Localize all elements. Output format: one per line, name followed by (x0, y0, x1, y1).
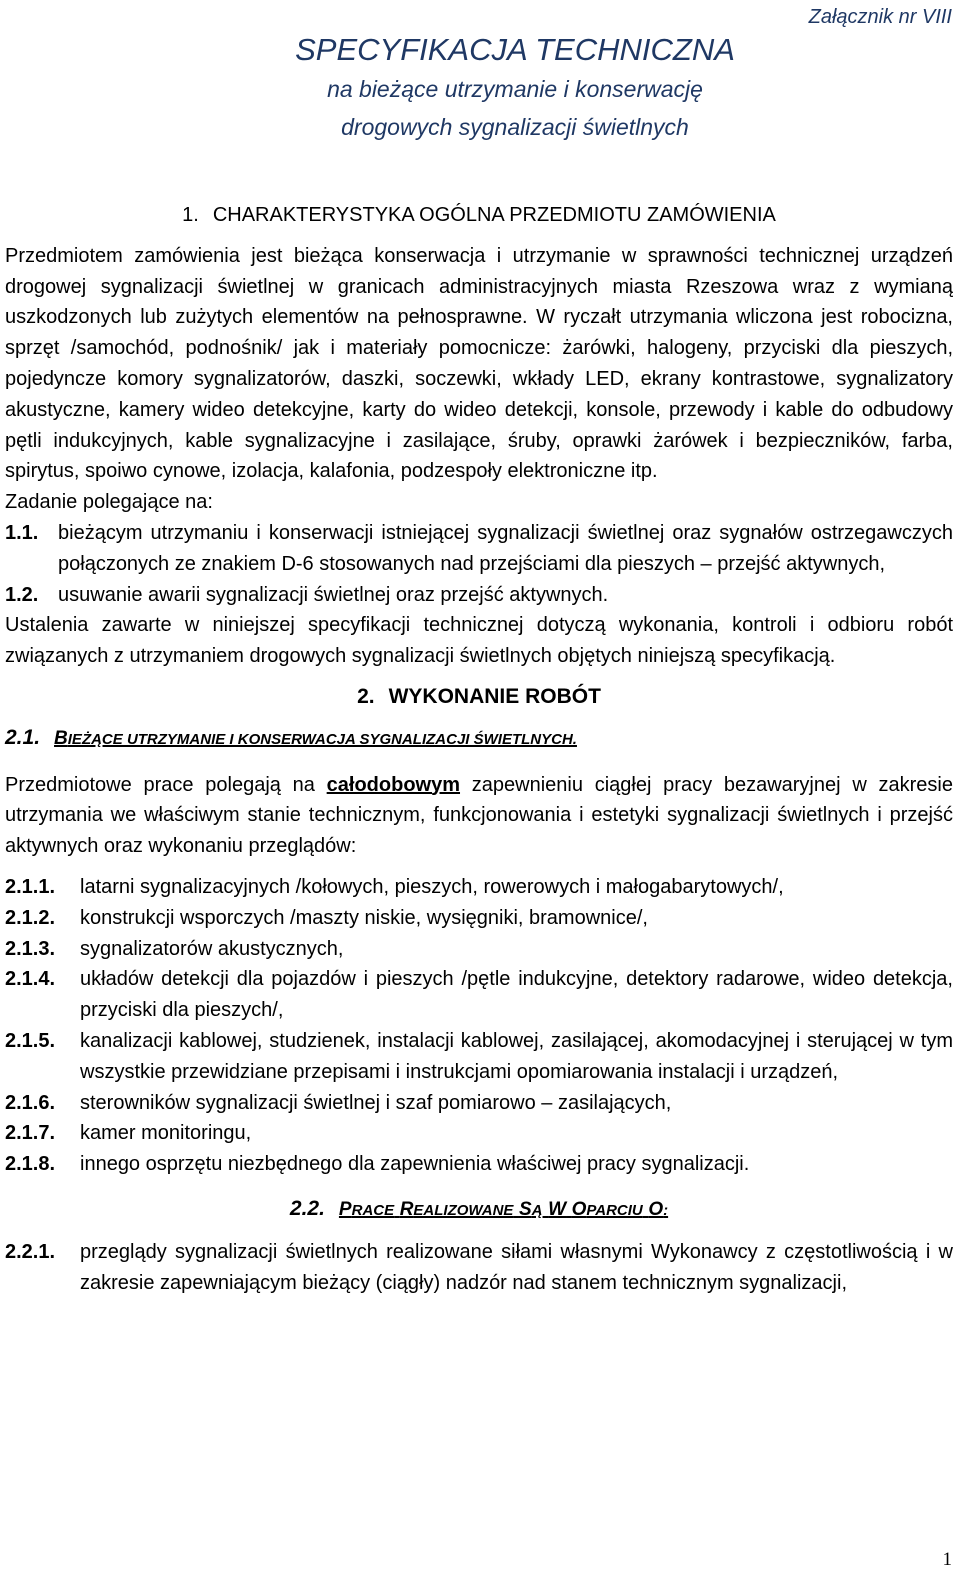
subsection-2-1-heading (5, 723, 953, 756)
subsection-2-1-intro: Przedmiotowe prace polegają na całodobowym zapewnieniu ciągłej pracy bezawaryjnej w zakresie utrzymania we właściwym stanie technicznym, funkcjonowania i estetyki sygnalizacji świetlnych i przejść aktywnych oraz wykonaniu przeglądów: (5, 773, 953, 858)
task-number: 1.2. (5, 583, 39, 606)
document-content (5, 200, 953, 1298)
list-item-text: kamer monitoringu, (80, 1122, 252, 1145)
section-1-paragraph-1: Przedmiotem zamówienia jest bieżąca konserwacja i utrzymanie w sprawności technicznej urządzeń drogowej sygnalizacji świetlnej w granicach administracyjnych miasta Rzeszowa wraz z wymianą uszkodzonych lub zużytych elementów na pełnosprawne. W ryczałt utrzymania wliczona jest robocizna, sprzęt /samochód, podnośnik/ jak i materiały pomocnicze: żarówki, halogeny, przyciski dla pieszych, pojedyncze komory sygnalizatorów, daszki, soczewki, wkłady LED, ekrany kontrastowe, sygnalizatory akustyczne, kamery wideo detekcyjne, karty do wideo detekcji, konsole, przewody i kable do odbudowy pętli indukcyjnych, kable sygnalizacyjne i zasilające, śruby, oprawki żarówek i bezpieczników, farba, spirytus, spoiwo cynowe, izolacja, kalafonia, podzespoły elektroniczne itp. (5, 244, 953, 483)
list-item-number: 2.2.1. (5, 1240, 56, 1263)
list-item-text: kanalizacji kablowej, studzienek, instalacji kablowej, zasilającej, akomodacyjnej i sterującej w tym wszystkie przewidziane przepisami i instrukcjami opomiarowania instalacji i urządzeń, (80, 1029, 953, 1083)
section-2-title: WYKONANIE ROBÓT (388, 684, 601, 708)
title-block (280, 30, 750, 146)
list-item (5, 934, 953, 965)
section-2-heading (5, 682, 953, 713)
list-item-number: 2.1.5. (5, 1029, 56, 1052)
section-1-heading (5, 200, 953, 231)
section-1-paragraph-2: Ustalenia zawarte w niniejszej specyfikacji technicznej dotyczą wykonania, kontroli i odbioru robót związanych z utrzymaniem drogowych sygnalizacji świetlnych objętych niniejszą specyfikacją. (5, 614, 953, 668)
list-item-text: innego osprzętu niezbędnego dla zapewnienia właściwej pracy sygnalizacji. (80, 1153, 750, 1176)
emphasis-text: całodobowym (326, 773, 461, 796)
list-item (5, 903, 953, 934)
list-item-text: sygnalizatorów akustycznych, (80, 937, 344, 960)
annex-label: Załącznik nr VIII (808, 6, 952, 28)
list-item-text: przeglądy sygnalizacji świetlnych realizowane siłami własnymi Wykonawcy z częstotliwością i w zakresie zapewniającym bieżący (ciągły) nadzór nad stanem technicznym sygnalizacji, (80, 1240, 953, 1294)
subsection-2-2-number: 2.2. (289, 1196, 325, 1220)
list-item-number: 2.1.2. (5, 906, 56, 929)
list-item-number: 2.1.7. (5, 1122, 56, 1145)
list-item-text: konstrukcji wsporczych /maszty niskie, wysięgniki, bramownice/, (80, 906, 648, 929)
list-item (5, 964, 953, 1026)
list-item (5, 1118, 953, 1149)
list-item (5, 872, 953, 903)
subsection-2-1-number: 2.1. (5, 725, 41, 749)
document-subtitle-line2: drogowych sygnalizacji świetlnych (341, 114, 689, 140)
list-item (5, 1088, 953, 1119)
list-item-text: układów detekcji dla pojazdów i pieszych /pętle indukcyjne, detektory radarowe, wideo detekcja, przyciski dla pieszych/, (80, 968, 953, 1022)
subsection-2-1-title: BIEŻĄCE UTRZYMANIE I KONSERWACJA SYGNALIZACJI ŚWIETLNYCH. (54, 727, 577, 749)
task-item (5, 518, 953, 580)
subsection-2-2-title: PRACE REALIZOWANE SĄ W OPARCIU O: (338, 1198, 669, 1220)
list-item-text: latarni sygnalizacyjnych /kołowych, pieszych, rowerowych i małogabarytowych/, (80, 875, 784, 898)
section-2-number: 2. (357, 684, 375, 708)
section-1-number: 1. (182, 204, 199, 226)
list-item-number: 2.1.6. (5, 1091, 56, 1114)
list-item-text: sterowników sygnalizacji świetlnej i szaf pomiarowo – zasilających, (80, 1091, 672, 1114)
task-number: 1.1. (5, 521, 39, 544)
list-item (5, 1026, 953, 1088)
list-item-number: 2.1.1. (5, 875, 56, 898)
tasks-intro: Zadanie polegające na: (5, 491, 213, 514)
task-text: usuwanie awarii sygnalizacji świetlnej oraz przejść aktywnych. (58, 583, 609, 606)
list-item (5, 1149, 953, 1180)
task-item (5, 580, 953, 611)
list-item-number: 2.1.4. (5, 968, 56, 991)
subsection-2-2-heading (5, 1194, 953, 1227)
section-1-title: CHARAKTERYSTYKA OGÓLNA PRZEDMIOTU ZAMÓWIENIA (212, 204, 776, 226)
list-item-number: 2.1.3. (5, 937, 56, 960)
page-number: 1 (942, 1549, 952, 1570)
document-subtitle-line1: na bieżące utrzymanie i konserwację (327, 76, 703, 102)
list-item-number: 2.1.8. (5, 1153, 56, 1176)
document-title: SPECYFIKACJA TECHNICZNA (295, 32, 735, 67)
list-item (5, 1237, 953, 1299)
task-text: bieżącym utrzymaniu i konserwacji istniejącej sygnalizacji świetlnej oraz sygnałów ostrzegawczych połączonych ze znakiem D-6 stosowanych nad przejściami dla pieszych – przejść aktywnych, (58, 521, 953, 575)
